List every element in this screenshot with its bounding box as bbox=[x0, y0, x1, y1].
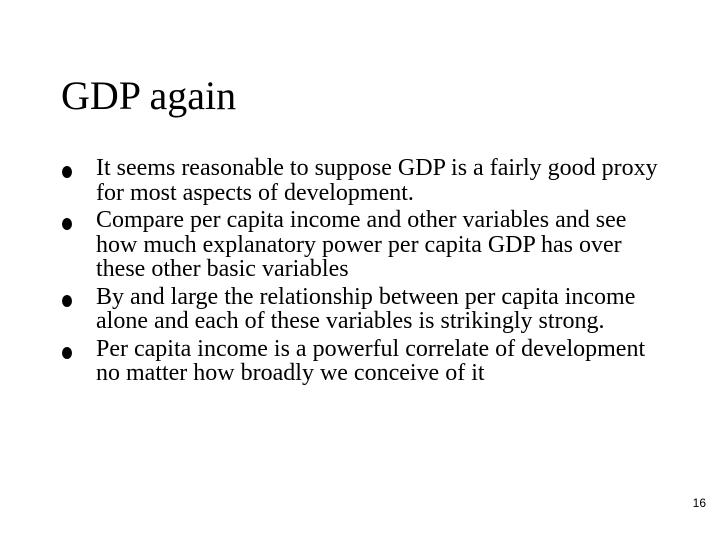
bullet-item bbox=[62, 285, 672, 334]
bullet-item bbox=[62, 337, 672, 386]
bullet-text: Per capita income is a powerful correlate of development no matter how broadly we conceive of it bbox=[96, 335, 646, 386]
bullet-text: It seems reasonable to suppose GDP is a fairly good proxy for most aspects of development. bbox=[96, 155, 658, 206]
bullet-text: By and large the relationship between per capita income alone and each of these variables is strikingly strong. bbox=[96, 283, 636, 334]
slide-title: GDP again bbox=[61, 73, 237, 118]
bullet-dot-icon bbox=[62, 295, 72, 307]
bullet-item bbox=[62, 208, 672, 282]
page-number: 16 bbox=[692, 496, 706, 510]
bullet-list bbox=[62, 156, 672, 389]
bullet-dot-icon bbox=[62, 347, 72, 359]
bullet-dot-icon bbox=[62, 166, 72, 178]
bullet-text: Compare per capita income and other variables and see how much explanatory power per capita GDP has over these other basic variables bbox=[96, 207, 627, 282]
bullet-dot-icon bbox=[62, 218, 72, 230]
bullet-item bbox=[62, 156, 672, 205]
